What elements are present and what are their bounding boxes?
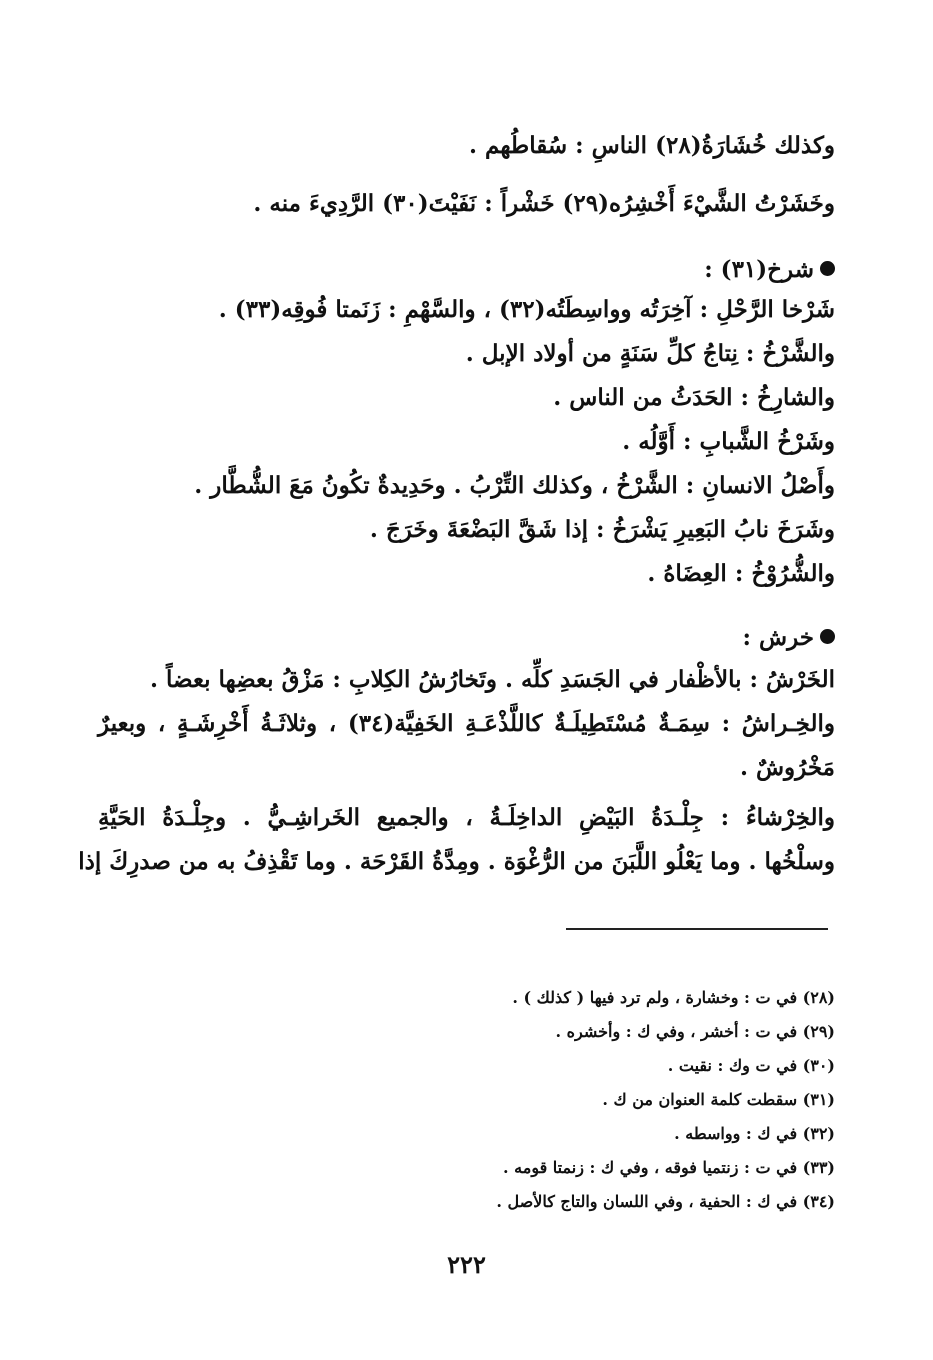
body-line: والشَّرْخُ : نِتاجُ كلِّ سَنَةٍ من أولاد الإبل .	[465, 340, 835, 367]
footnote: (٢٨) في ت : وخشارة ، ولم ترد فيها ( كذلك ) .	[512, 988, 835, 1007]
body-line: والخِرْشاءُ : جِلْـدَةُ البَيْضِ الداخِلَـةُ ، والجميع الخَراشِـيُّ . وجِلْـدَةُ الحَيَّةِ	[98, 804, 835, 831]
body-line: وشَرْخُ الشَّبابِ : أَوَّلُه .	[622, 428, 835, 455]
bullet-icon	[820, 261, 835, 276]
body-line: وأَصْلُ الانسانِ : الشَّرْخُ ، وكذلك التِّرْبُ . وحَدِيدةٌ تكُونُ مَعَ الشُّطَّار .	[194, 472, 835, 499]
section-heading-sharkh	[704, 254, 835, 286]
footnote: (٣٤) في ك : الحفية ، وفي اللسان والتاج كالأصل .	[496, 1192, 835, 1211]
footnote: (٣٢) في ك : وواسطه .	[674, 1124, 835, 1143]
bullet-icon	[820, 629, 835, 644]
body-line: مَخْرُوشٌ .	[739, 754, 835, 781]
body-line: وكذلك خُشَارَةُ(٢٨) الناسِ : سُقاطُهم .	[469, 132, 835, 159]
heading-text: شرخ(٣١) :	[704, 256, 814, 283]
body-line: شَرْخا الرَّحْلِ : آخِرَتُه وواسِطَتُه(٣٢) ، والسَّهْمِ : زَنَمتا فُوقِه(٣٣) .	[218, 296, 835, 323]
body-line: والخِـراشُ : سِمَـةٌ مُسْتَطِيلَـةٌ كاللَّذْعَـةِ الخَفِيَّة(٣٤) ، وثلاثَـةُ أَخْرِشَـةٍ ، وبعيرٌ	[98, 710, 835, 737]
footnote: (٣١) سقطت كلمة العنوان من ك .	[602, 1090, 835, 1109]
footnote: (٣٣) في ت : زنتميا فوقه ، وفي ك : زنمتا قومه .	[503, 1158, 835, 1177]
footnote: (٣٠) في ت وك : نقيت .	[667, 1056, 835, 1075]
body-line: والشُّرُوْخُ : العِضَاهُ .	[647, 560, 835, 587]
body-line: والشارِخُ : الحَدَثُ من الناس .	[553, 384, 835, 411]
body-line: الخَرْشُ : بالأظْفار في الجَسَدِ كلِّه . وتَخارُشُ الكِلابِ : مَزْقُ بعضِها بعضاً .	[150, 666, 835, 693]
body-line: وخَشَرْتُ الشَّيْءَ أَخْشِرُه(٢٩) خَشْراً : نَفَيْتَ(٣٠) الرَّدِيءَ منه .	[253, 190, 835, 217]
heading-text: خرش :	[742, 624, 814, 651]
footnote: (٢٩) في ت : أخشر ، وفي ك : وأخشره .	[555, 1022, 835, 1041]
body-line: وسلْخُها . وما يَعْلُو اللَّبَنَ من الرُّغْوَة . ومِدَّةُ القَرْحَة . وما تَقْذِفُ به من صدرِكَ إذا	[78, 848, 835, 875]
page-number: ٢٢٢	[447, 1250, 486, 1279]
body-line: وشَرَخَ نابُ البَعِيرِ يَشْرَخُ : إذا شَقَّ البَضْعَةَ وخَرَجَ .	[369, 516, 835, 543]
section-heading-kharsh	[743, 622, 835, 654]
footnote-separator	[566, 928, 828, 930]
